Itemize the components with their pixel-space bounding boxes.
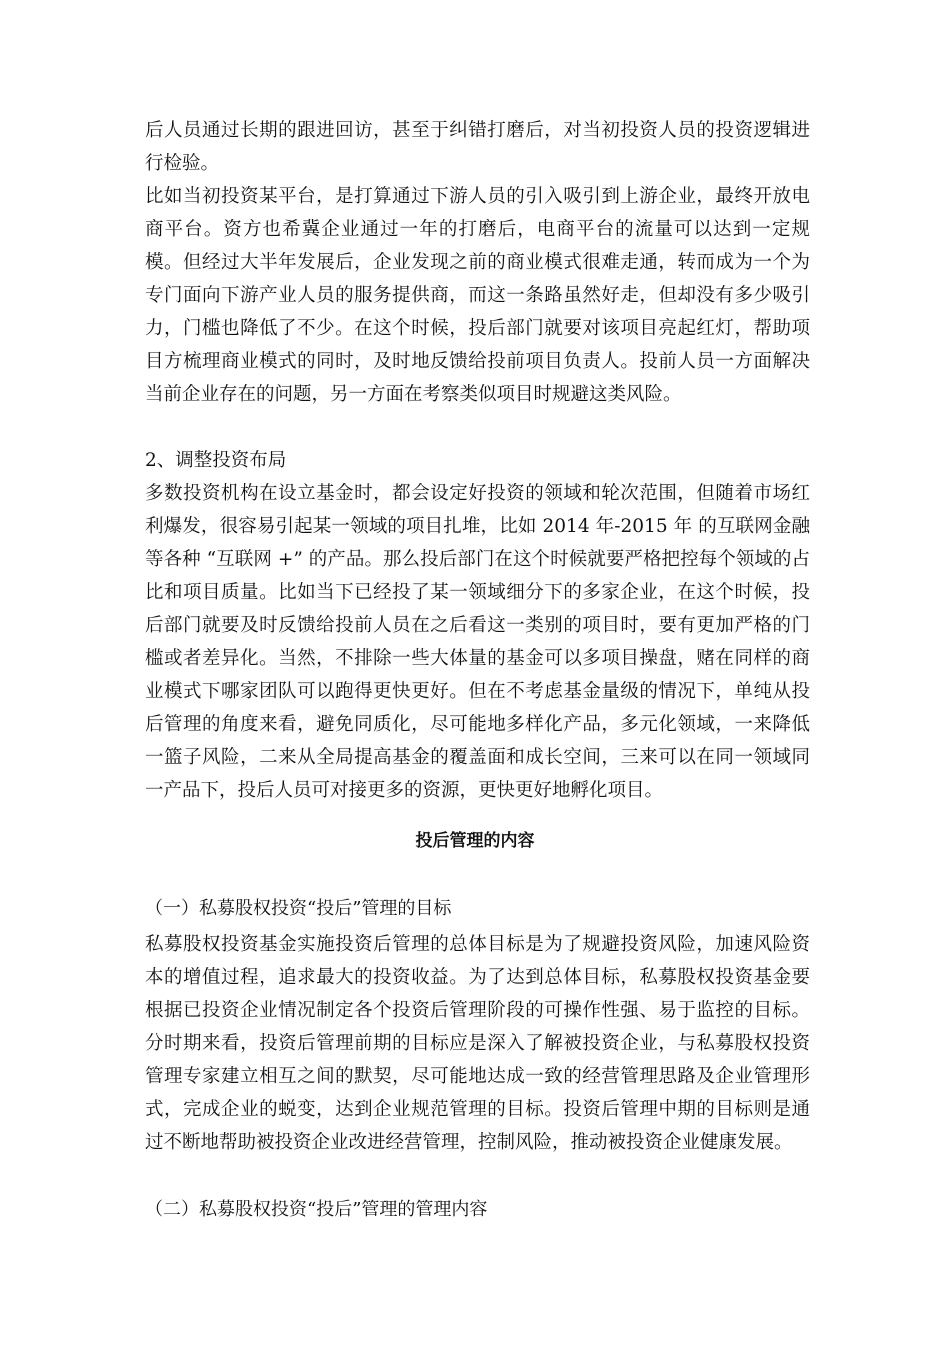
subsection-title-content: （二）私募股权投资“投后”管理的管理内容 — [145, 1199, 488, 1220]
item-adjust-investment-layout: 2、调整投资布局 — [145, 450, 287, 471]
paragraph-management-goals: 私募股权投资基金实施投资后管理的总体目标是为了规避投资风险，加速风险资本的增值过程，追求最大的投资收益。为了达到总体目标，私募股权投资基金要根据已投资企业情况制定各个投资后管理阶段的可操作性强、易于监控的目标。分时期来看，投资后管理前期的目标应是深入了解被投资企业，与私募股权投资管理专家建立相互之间的默契，尽可能地达成一致的经营管理思路及企业管理形式，完成企业的蜕变，达到企业规范管理的目标。投资后管理中期的目标则是通过不断地帮助被投资企业改进经营管理，控制风险，推动被投资企业健康发展。 — [145, 934, 810, 1153]
paragraph-platform-example: 比如当初投资某平台，是打算通过下游人员的引入吸引到上游企业，最终开放电商平台。资方也希冀企业通过一年的打磨后，电商平台的流量可以达到一定规模。但经过大半年发展后，企业发现之前的商业模式很难走通，转而成为一个为专门面向下游产业人员的服务提供商，而这一条路虽然好走，但却没有多少吸引力，门槛也降低了不少。在这个时候，投后部门就要对该项目亮起红灯，帮助项目方梳理商业模式的同时，及时地反馈给投前项目负责人。投前人员一方面解决当前企业存在的问题，另一方面在考察类似项目时规避这类风险。 — [145, 186, 810, 405]
paragraph-investment-layout: 多数投资机构在设立基金时，都会设定好投资的领域和轮次范围，但随着市场红利爆发，很容易引起某一领域的项目扎堆，比如 2014 年-2015 年 的互联网金融等各种 “互联网 +” 的产品。那么投后部门在这个时候就要严格把控每个领域的占比和项目质量。比如当下已经投了某一领域细分下的多家企业，在这个时候，投后部门就要及时反馈给投前人员在之后看这一类别的项目时，要有更加严格的门槛或者差异化。当然，不排除一些大体量的基金可以多项目操盘，赌在同样的商业模式下哪家团队可以跑得更快更好。但在不考虑基金量级的情况下，单纯从投后管理的角度来看，避免同质化，尽可能地多样化产品，多元化领域，一来降低一篮子风险，二来从全局提高基金的覆盖面和成长空间，三来可以在同一领域同一产品下，投后人员可对接更多的资源，更快更好地孵化项目。 — [145, 483, 810, 801]
subsection-title-goals: （一）私募股权投资“投后”管理的目标 — [145, 898, 452, 919]
section-title: 投后管理的内容 — [415, 831, 535, 851]
paragraph-investment-logic-review: 后人员通过长期的跟进回访，甚至于纠错打磨后，对当初投资人员的投资逻辑进行检验。 — [145, 120, 810, 174]
